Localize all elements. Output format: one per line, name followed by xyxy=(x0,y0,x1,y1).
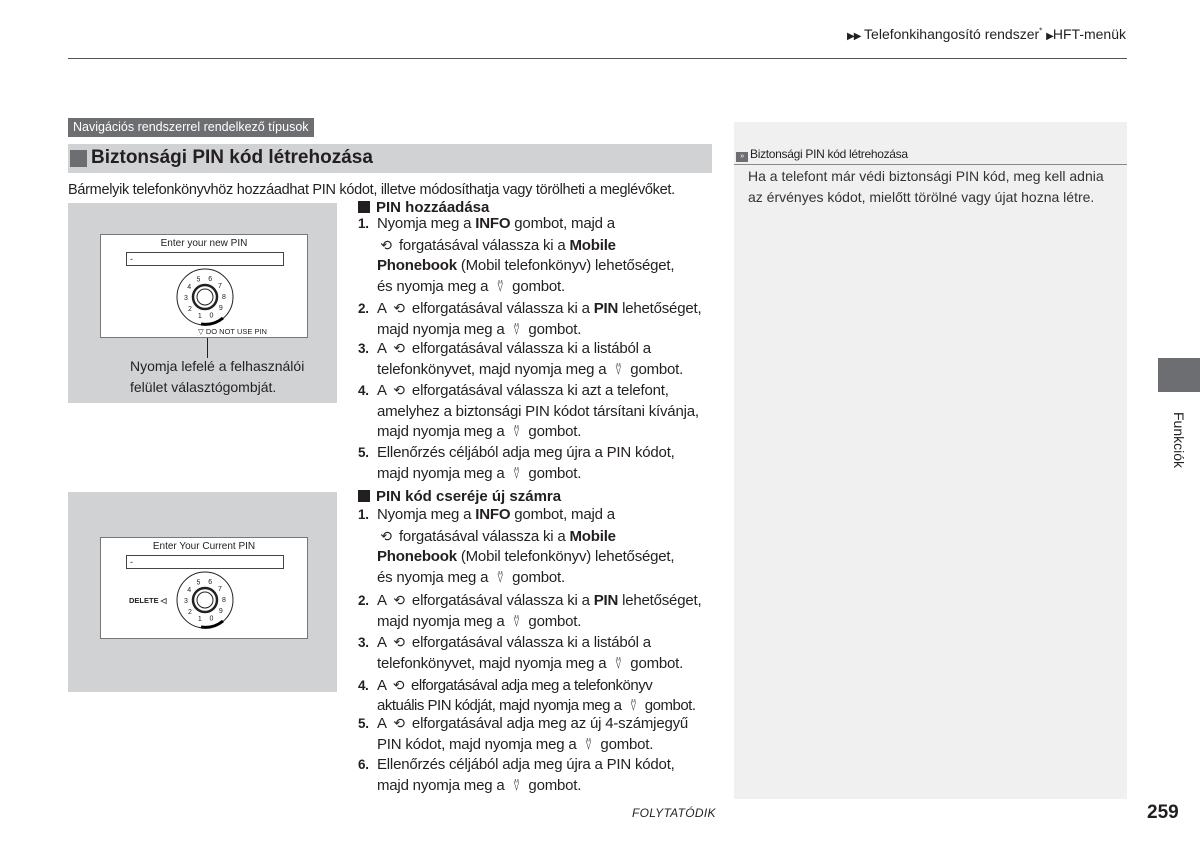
dial-selector-icon xyxy=(171,571,239,629)
step-text: elforgatásával válassza ki a xyxy=(407,300,594,317)
step-text: gombot. xyxy=(524,612,582,630)
dial-digit: 6 xyxy=(208,276,213,284)
side-note-heading-text: Biztonsági PIN kód létrehozása xyxy=(750,147,908,161)
step-text: majd nyomja meg a xyxy=(377,776,509,794)
step-number: 3. xyxy=(358,341,369,356)
step-text: A xyxy=(377,340,390,357)
breadcrumb xyxy=(847,26,1126,42)
square-bullet-icon xyxy=(358,201,370,213)
press-button-icon: ⍢ xyxy=(614,361,623,377)
dial-selector-icon xyxy=(171,268,239,326)
pin-add-step-3 xyxy=(358,338,683,380)
step-text: A xyxy=(377,592,390,609)
step-text: amelyhez a biztonsági PIN kódot társítani kívánja, xyxy=(377,402,699,420)
step-number: 5. xyxy=(358,716,369,731)
reference-icon: » xyxy=(736,152,748,162)
figure-current-pin xyxy=(68,492,337,692)
step-number: 5. xyxy=(358,445,369,460)
press-button-icon: ⍢ xyxy=(496,278,504,294)
info-button-label: INFO xyxy=(475,215,511,232)
screen-prompt: Enter Your Current PIN xyxy=(152,541,256,552)
section-square-icon xyxy=(70,150,87,167)
section-header xyxy=(68,144,712,173)
step-number: 1. xyxy=(358,216,369,231)
step-text: gombot. xyxy=(626,654,684,672)
step-text: lehetőséget, xyxy=(618,300,702,317)
press-button-icon: ⍢ xyxy=(584,736,593,752)
press-button-icon: ⍢ xyxy=(512,777,521,793)
step-text: lehetőséget, xyxy=(618,592,702,609)
side-note-text xyxy=(748,166,1104,208)
step-text: telefonkönyvet, majd nyomja meg a xyxy=(377,654,611,672)
step-text: A xyxy=(377,715,390,732)
do-not-use-pin-hint: ▽ DO NOT USE PIN xyxy=(198,327,267,336)
rotate-knob-icon: ⟲ xyxy=(393,382,405,398)
side-note-heading xyxy=(734,144,1127,165)
step-number: 1. xyxy=(358,507,369,522)
press-button-icon: ⍢ xyxy=(614,655,623,671)
double-arrow-icon: ▶▶ xyxy=(847,31,861,42)
step-text: (Mobil telefonkönyv) lehetőséget, xyxy=(456,257,675,274)
dial-digit: 9 xyxy=(218,608,223,616)
step-text: majd nyomja meg a xyxy=(377,612,509,630)
step-text: gombot, majd a xyxy=(510,215,615,232)
dial-digit: 7 xyxy=(218,585,222,593)
menu-item-label: Mobile xyxy=(569,527,616,545)
step-text: elforgatásával adja meg az új 4-számjegyű xyxy=(407,715,689,732)
step-text: gombot. xyxy=(641,696,696,714)
step-text: (Mobil telefonkönyv) lehetőséget, xyxy=(456,548,675,565)
dial-digit: 5 xyxy=(196,276,201,284)
pin-entry-field: - xyxy=(126,555,284,569)
pin-add-heading-text: PIN hozzáadása xyxy=(376,199,490,216)
pin-change-step-2 xyxy=(358,590,701,632)
step-text: Ellenőrzés céljából adja meg újra a PIN kódot, xyxy=(377,444,675,461)
rotate-knob-icon: ⟲ xyxy=(380,236,392,253)
side-note-line-2: az érvényes kódot, mielőtt törölné vagy újat hozna létre. xyxy=(748,189,1095,205)
figure-caption xyxy=(130,356,304,398)
rotate-knob-icon: ⟲ xyxy=(393,715,405,731)
caption-line-1: Nyomja lefelé a felhasználói xyxy=(130,358,305,374)
dial-digit: 0 xyxy=(209,312,214,320)
caption-line-2: felület választógombját. xyxy=(130,379,277,395)
pin-change-step-6 xyxy=(358,755,675,796)
continues-label: FOLYTATÓDIK xyxy=(632,806,716,820)
pin-change-step-1 xyxy=(358,505,674,588)
pin-add-step-4 xyxy=(358,380,699,443)
step-text: gombot, majd a xyxy=(510,506,615,523)
arrow-icon: ▶ xyxy=(1046,31,1053,42)
screen-prompt: Enter your new PIN xyxy=(160,238,248,249)
page-number: 259 xyxy=(1147,802,1179,823)
dial-digit: 6 xyxy=(208,579,213,587)
rotate-knob-icon: ⟲ xyxy=(392,677,404,693)
intro-text: Bármelyik telefonkönyvhöz hozzáadhat PIN kódot, illetve módosíthatja vagy törölheti a meglévőket. xyxy=(68,182,675,198)
step-text: PIN kódot, majd nyomja meg a xyxy=(377,735,581,753)
step-text: A xyxy=(377,300,390,317)
delete-hint: DELETE ◁ xyxy=(129,596,167,605)
dial-digit: 3 xyxy=(184,598,188,606)
dial-digit: 0 xyxy=(209,615,214,623)
step-text: gombot. xyxy=(524,776,582,794)
header-divider xyxy=(68,58,1127,59)
step-number: 4. xyxy=(358,678,369,693)
dial-digit: 1 xyxy=(197,312,202,320)
step-text: forgatásával válassza ki a xyxy=(395,236,570,254)
step-text: telefonkönyvet, majd nyomja meg a xyxy=(377,360,611,378)
press-button-icon: ⍢ xyxy=(512,424,521,439)
pin-change-step-5 xyxy=(358,713,688,755)
step-text: majd nyomja meg a xyxy=(377,423,509,440)
dial-digit: 3 xyxy=(184,295,188,303)
info-button-label: INFO xyxy=(475,506,511,523)
step-text: majd nyomja meg a xyxy=(377,464,509,482)
pin-change-heading xyxy=(358,488,561,505)
dial-digit: 8 xyxy=(222,596,226,604)
step-text: és nyomja meg a xyxy=(377,277,493,295)
press-button-icon: ⍢ xyxy=(496,569,504,585)
dial-digit: 8 xyxy=(222,293,226,301)
step-text: elforgatásával válassza ki a listából a xyxy=(407,634,651,651)
pin-add-step-1 xyxy=(358,214,674,297)
press-button-icon: ⍢ xyxy=(512,465,521,481)
figure-new-pin xyxy=(68,203,337,403)
step-text: Nyomja meg a xyxy=(377,506,476,523)
step-text: elforgatásával adja meg a telefonkönyv xyxy=(407,677,653,694)
section-title: Biztonsági PIN kód létrehozása xyxy=(91,147,373,168)
pin-entry-field: - xyxy=(126,252,284,266)
display-screen xyxy=(100,537,308,639)
menu-item-label: PIN xyxy=(593,592,619,609)
menu-item-label: Phonebook xyxy=(377,548,457,565)
step-number: 4. xyxy=(358,383,369,398)
step-text: elforgatásával válassza ki a listából a xyxy=(407,340,651,357)
dial-digit: 1 xyxy=(197,615,202,623)
step-text: elforgatásával válassza ki azt a telefont, xyxy=(407,382,669,399)
pin-change-step-4 xyxy=(358,675,696,715)
press-button-icon: ⍢ xyxy=(629,697,637,713)
step-number: 3. xyxy=(358,635,369,650)
chapter-tab-label: Funkciók xyxy=(1171,412,1187,469)
step-number: 6. xyxy=(358,757,369,772)
dial-digit: 7 xyxy=(218,282,222,290)
step-text: aktuális PIN kódját, majd nyomja meg a xyxy=(377,696,626,714)
menu-item-label: Mobile xyxy=(569,236,616,254)
footnote-star: * xyxy=(1039,26,1043,36)
dial-digit: 4 xyxy=(187,283,192,291)
display-screen xyxy=(100,234,308,338)
dial-digit: 2 xyxy=(188,306,192,314)
dial-digit: 4 xyxy=(187,586,192,594)
model-type-badge: Navigációs rendszerrel rendelkező típusok xyxy=(68,118,314,137)
rotate-knob-icon: ⟲ xyxy=(393,340,405,356)
pin-add-step-2 xyxy=(358,298,701,340)
step-text: majd nyomja meg a xyxy=(377,320,509,338)
pin-change-heading-text: PIN kód cseréje új számra xyxy=(376,488,562,505)
step-text: gombot. xyxy=(524,320,582,338)
dial-digit: 2 xyxy=(188,609,192,617)
callout-line xyxy=(207,338,208,358)
square-bullet-icon xyxy=(358,490,370,502)
chapter-tab-marker xyxy=(1158,358,1200,392)
step-text: gombot. xyxy=(524,464,582,482)
side-note-panel xyxy=(734,122,1127,799)
dial-digit: 9 xyxy=(218,305,223,313)
menu-item-label: Phonebook xyxy=(377,257,457,274)
press-button-icon: ⍢ xyxy=(512,613,521,629)
step-text: Ellenőrzés céljából adja meg újra a PIN kódot, xyxy=(377,756,675,773)
step-text: A xyxy=(377,382,390,399)
step-text: elforgatásával válassza ki a xyxy=(407,592,594,609)
step-text: gombot. xyxy=(626,360,684,378)
pin-add-step-5 xyxy=(358,443,675,484)
step-text: forgatásával válassza ki a xyxy=(395,527,570,545)
step-text: A xyxy=(377,634,390,651)
press-button-icon: ⍢ xyxy=(512,321,521,337)
menu-item-label: PIN xyxy=(593,300,619,317)
step-text: gombot. xyxy=(596,735,654,753)
rotate-knob-icon: ⟲ xyxy=(393,592,405,608)
side-note-line-1: Ha a telefont már védi biztonsági PIN kód, meg kell adnia xyxy=(748,168,1104,184)
step-text: gombot. xyxy=(508,277,565,295)
breadcrumb-part-2: HFT-menük xyxy=(1052,26,1126,42)
step-number: 2. xyxy=(358,301,369,316)
step-text: gombot. xyxy=(524,423,582,440)
pin-change-step-3 xyxy=(358,632,683,674)
dial-digit: 5 xyxy=(196,579,201,587)
rotate-knob-icon: ⟲ xyxy=(393,300,405,316)
breadcrumb-part-1: Telefonkihangosító rendszer xyxy=(864,26,1040,42)
step-text: és nyomja meg a xyxy=(377,568,493,586)
step-text: Nyomja meg a xyxy=(377,215,476,232)
rotate-knob-icon: ⟲ xyxy=(380,527,392,544)
step-text: A xyxy=(377,677,390,694)
rotate-knob-icon: ⟲ xyxy=(393,634,405,650)
step-number: 2. xyxy=(358,593,369,608)
step-text: gombot. xyxy=(508,568,565,586)
